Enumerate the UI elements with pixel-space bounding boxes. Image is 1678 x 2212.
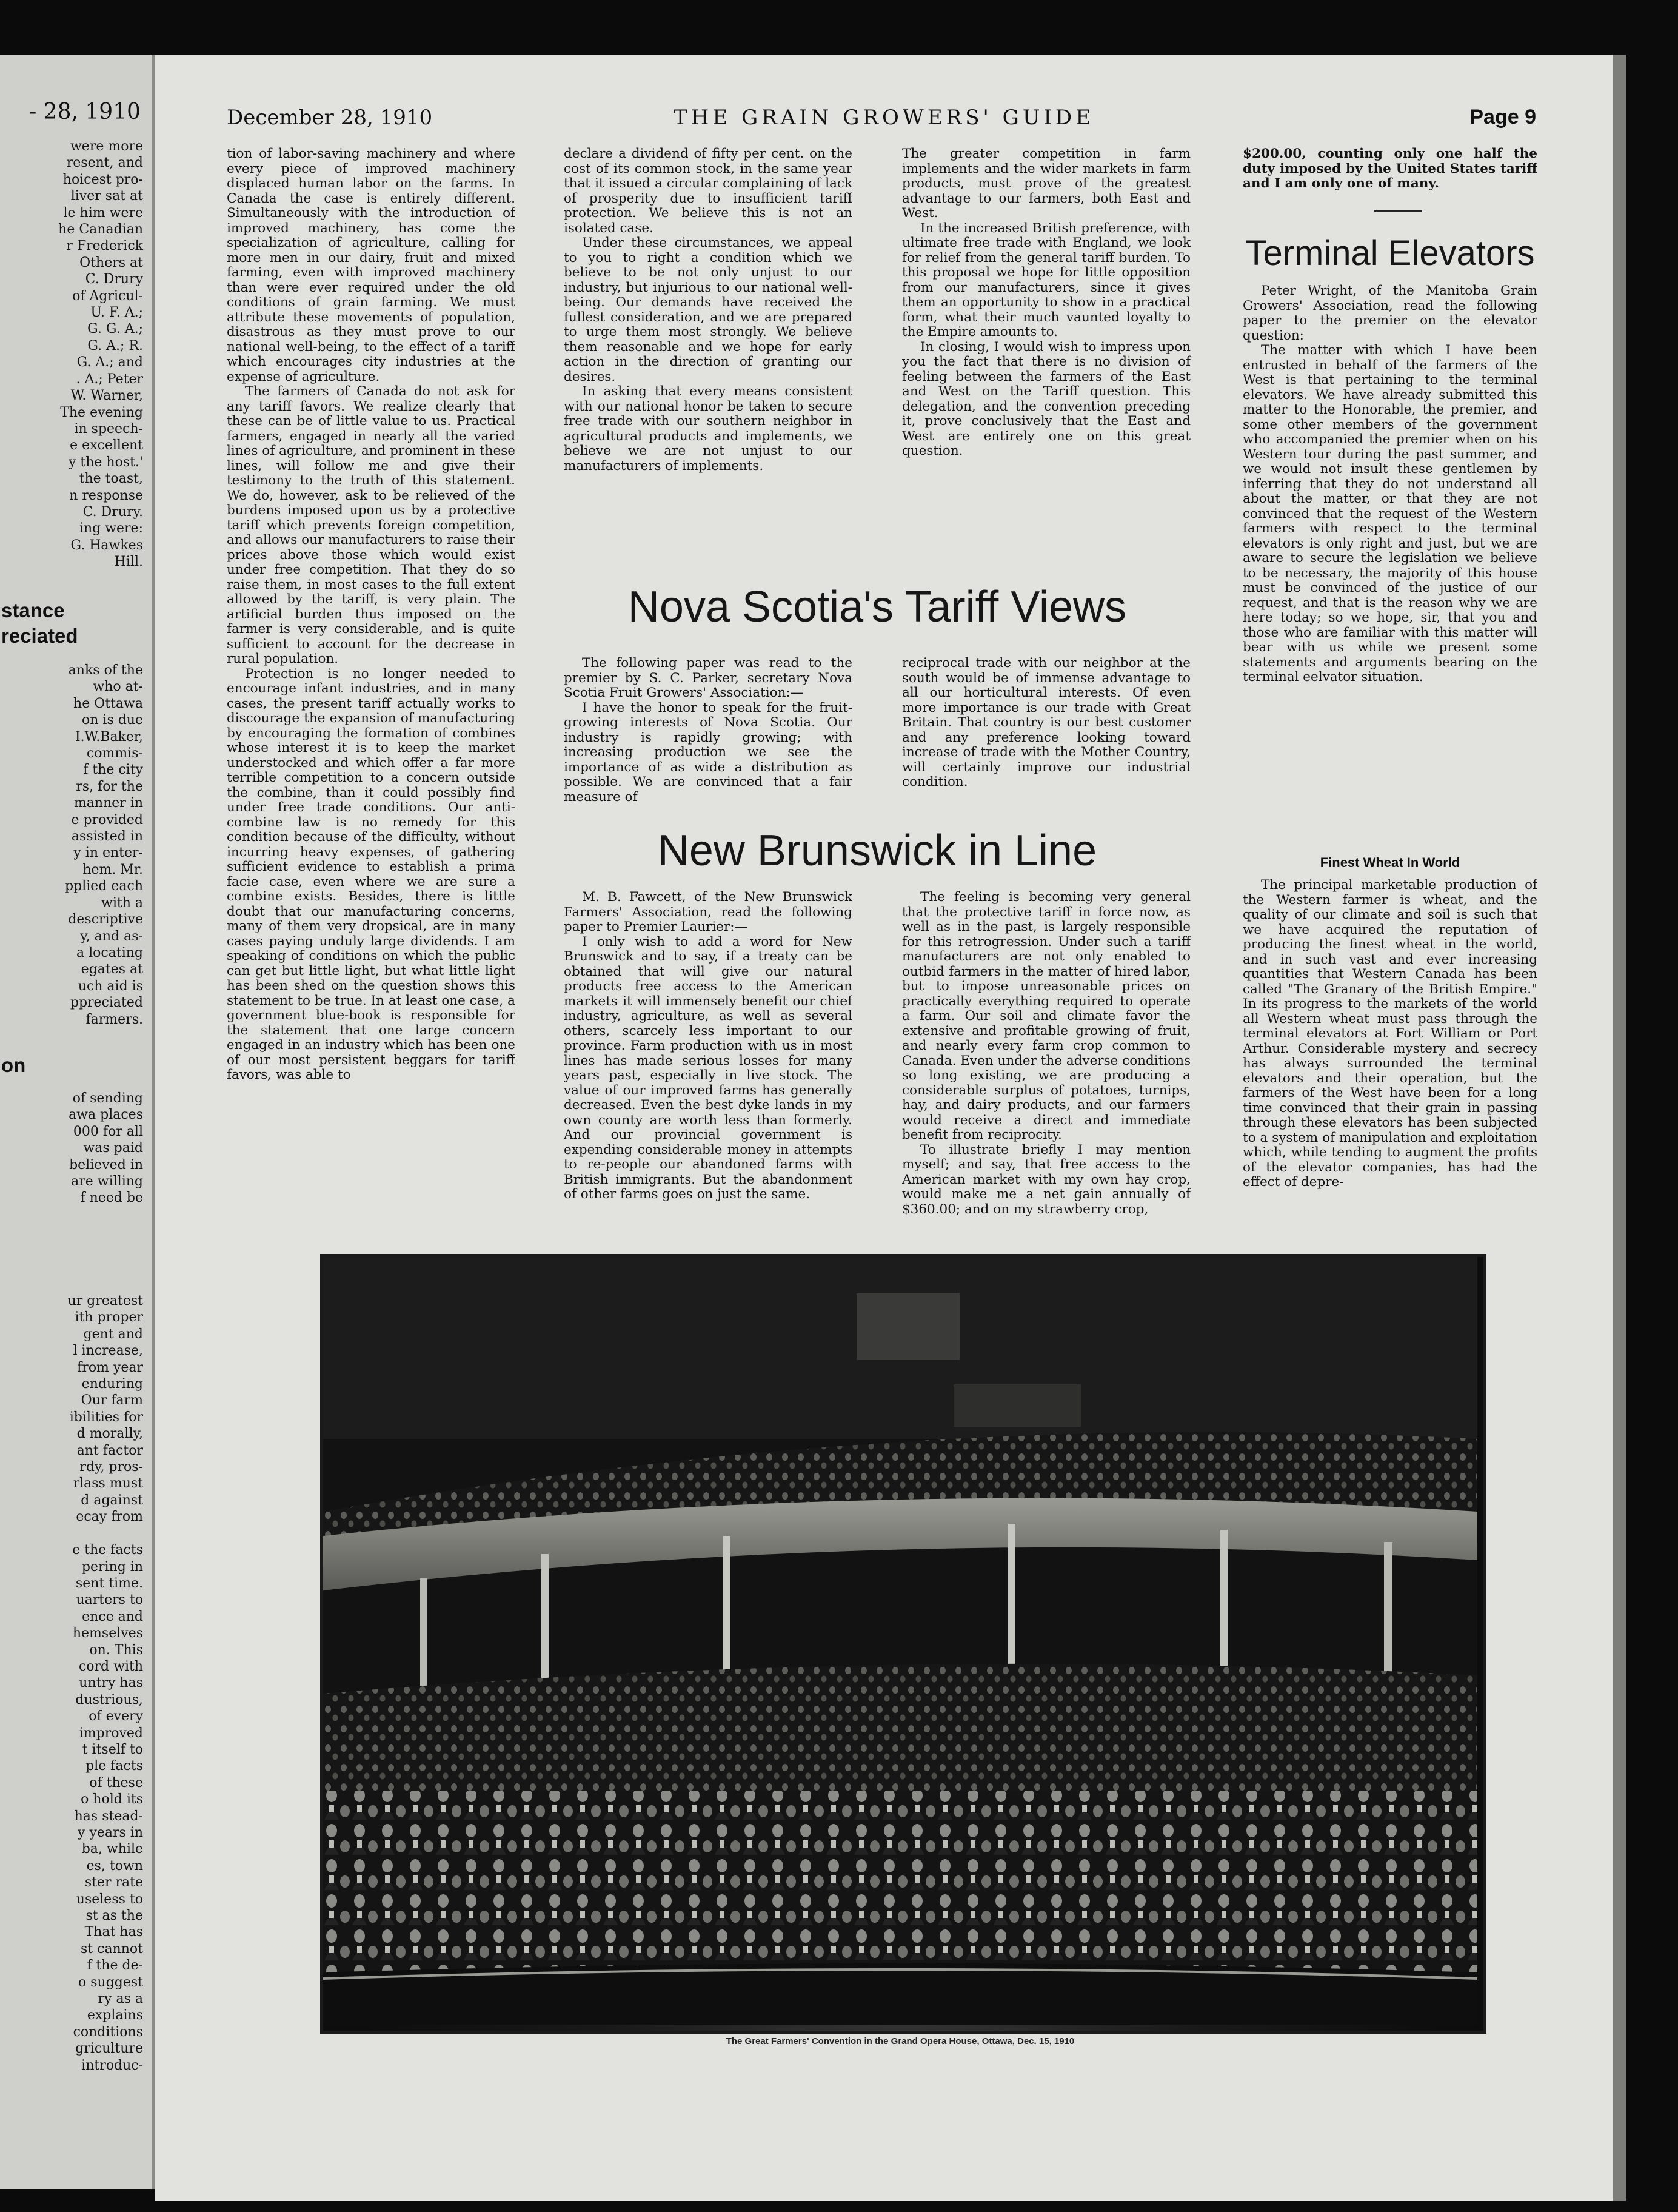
newspaper-page (155, 55, 1613, 2201)
text-line-fragment: farmers. (85, 1011, 143, 1027)
text-line-fragment: improved (79, 1725, 143, 1741)
text-line-fragment: ibilities for (69, 1409, 143, 1425)
text-line-fragment: conditions (73, 2024, 143, 2040)
photograph-image (323, 1257, 1477, 2025)
text-line-fragment: r Frederick (66, 238, 143, 254)
left-heading-stance: stance (1, 599, 65, 622)
text-line-fragment: ppreciated (70, 995, 143, 1011)
text-line-fragment: introduc- (81, 2057, 143, 2073)
text-line-fragment: cord with (78, 1658, 143, 1674)
text-line-fragment: gent and (83, 1326, 143, 1342)
left-page-header: - 28, 1910 (29, 99, 141, 124)
paragraph: The greater competition in farm implements and the wider markets in farm products, must prove of the greatest advantage to our farmers, both East and West. (902, 147, 1191, 221)
running-header (155, 106, 1613, 136)
text-line-fragment: o suggest (78, 1974, 143, 1990)
text-line-fragment: f the city (83, 762, 143, 778)
text-line-fragment: rdy, pros- (79, 1460, 143, 1475)
text-line-fragment: anks of the (68, 663, 143, 678)
text-line-fragment: st as the (85, 1908, 143, 1924)
text-line-fragment: uch aid is (78, 978, 143, 994)
paragraph: The matter with which I have been entrusted in behalf of the farmers of the West is that pertaining to the terminal elevators. We have already submitted this matter to the Honorable, the premier, and some other members of the government who accompanied the premier when on his Western tour during the past summer, and we would not insult these gentlemen by inferring that they do not understand all about the matter, or that they are not convinced that the request of the Western farmers with respect to the terminal elevators is only right and just, but we are aware to secure the legislation we believe to be necessary, the majority of this house must be convinced of the justice of our request, and that is the reason why we are here today; so we hope, sir, that you and those who are familiar with this matter will bear with us while we present some statements and arguments bearing on the terminal eelvator situation. (1243, 343, 1537, 685)
text-line-fragment: y years in (78, 1825, 143, 1840)
article-column-3 (902, 147, 1191, 571)
text-line-fragment: ing were: (79, 521, 143, 537)
text-line-fragment: he Ottawa (73, 695, 143, 711)
text-line-fragment: . A.; Peter (76, 371, 143, 387)
left-column-fragments-low (2, 1090, 143, 1207)
terminal-elevators-headline: Terminal Elevators (1245, 233, 1535, 273)
paragraph: The principal marketable production of the Western farmer is wheat, and the quality of our climate and soil is such that we have acquired the reputation of producing the finest wheat in the world, and in such vast and ever increasing quantities that Western Canada has been called "The Granary of the British Empire." In its progress to the markets of the world all Western wheat must pass through the terminal elevators at Fort William or Port Arthur. Considerable mystery and secrecy has always surrounded the terminal elevators and their operation, but the farmers of the West have been for a long time convinced that their grain in passing through these elevators has been subjected to a system of manipulation and exploitation which, while tending to augment the profits of the elevator companies, has had the effect of depre- (1243, 878, 1537, 1190)
text-line-fragment: were more (70, 139, 143, 154)
issue-date: December 28, 1910 (227, 106, 433, 130)
text-line-fragment: rlass must (73, 1476, 143, 1492)
left-column-fragments-bottom (2, 1293, 143, 2074)
paragraph: The feeling is becoming very general that the protective tariff in force now, as well as in the past, is largely responsible for this retrogression. Under such a tariff manufacturers are not only enabled to outbid farmers in the matter of hired labor, but to impose unreasonable prices on practically everything required to operate a farm. Our soil and climate favor the extensive and profitable growing of fruit, and nearly every farm crop common to Canada. Even under the adverse conditions so long existing, we are producing a considerable surplus of potatoes, turnips, hay, and dairy products, and our farmers would receive a direct and immediate benefit from reciprocity. (902, 890, 1191, 1142)
paragraph: $200.00, counting only one half the duty imposed by the United States tariff and I am only one of many. (1243, 147, 1537, 191)
text-line-fragment: pering in (81, 1559, 143, 1575)
nova-scotia-headline: Nova Scotia's Tariff Views (627, 583, 1127, 631)
text-line-fragment: y, and as- (80, 928, 143, 944)
text-line-fragment: egates at (81, 962, 143, 977)
text-line-fragment: le him were (63, 205, 143, 221)
text-line-fragment: f the de- (87, 1958, 143, 1974)
left-page-edge (0, 55, 152, 2189)
text-line-fragment: W. Warner, (70, 388, 143, 404)
text-line-fragment: rs, for the (76, 779, 143, 794)
section-rule (1374, 210, 1422, 212)
text-line-fragment: resent, and (66, 155, 143, 171)
text-line-fragment: from year (77, 1359, 143, 1375)
text-line-fragment: ster rate (84, 1875, 143, 1891)
text-line-fragment: n response (69, 488, 143, 503)
page-number: Page 9 (1469, 106, 1536, 129)
text-line-fragment: d morally, (76, 1426, 143, 1442)
text-line-fragment: That has (84, 1925, 143, 1940)
text-line-fragment: 000 for all (73, 1124, 143, 1139)
text-line-fragment: ry as a (98, 1991, 143, 2007)
text-line-fragment: es, town (86, 1858, 143, 1874)
paragraph: declare a dividend of fifty per cent. on the cost of its common stock, in the same year that it issued a circular complaining of lack of prosperity due to insufficient tariff protection. We believe this is not an isolated case. (564, 147, 852, 236)
text-line-fragment: ecay from (76, 1509, 143, 1525)
text-line-fragment: descriptive (68, 912, 143, 928)
text-line-fragment: commis- (86, 746, 143, 762)
new-brunswick-headline: New Brunswick in Line (657, 826, 1097, 875)
text-line-fragment: believed in (69, 1157, 143, 1173)
text-line-fragment: of sending (72, 1091, 143, 1106)
text-line-fragment: y in enter- (73, 845, 143, 861)
text-line-fragment: enduring (81, 1376, 143, 1392)
text-line-fragment: C. Drury (85, 272, 143, 287)
text-line-fragment: sent time. (75, 1575, 143, 1591)
text-line-fragment: y the host.' (68, 454, 143, 470)
paragraph: In the increased British preference, with ultimate free trade with England, we look for relief from the general tariff burden. To this proposal we hope for little opposition from our manufacturers, since it gives them an opportunity to show in a practical form, what their much vaunted loyalty to the Empire amounts to. (902, 220, 1191, 340)
text-line-fragment: in speech- (74, 421, 143, 437)
paragraph: Under these circumstances, we appeal to you to right a condition which we believe to be not only unjust to our industry, but injurious to our national well-being. Our demands have received the fullest consideration, and we are prepared to urge them most strongly. We believe them reasonable and we hope for early action in the direction of granting our desires. (564, 235, 852, 384)
article-column-1 (227, 147, 515, 1267)
col4-continuation (1243, 147, 1537, 220)
text-line-fragment: griculture (75, 2041, 143, 2057)
paragraph: The following paper was read to the premier by S. C. Parker, secretary Nova Scotia Fruit Growers' Association:— (564, 656, 852, 700)
text-line-fragment: e excellent (70, 438, 143, 454)
text-line-fragment (2, 1526, 143, 1542)
text-line-fragment: ur greatest (67, 1293, 143, 1309)
convention-photograph (320, 1254, 1486, 2034)
page-edge-right (1613, 55, 1626, 2201)
left-heading-reciated: reciated (1, 625, 78, 647)
new-brunswick-left (564, 890, 852, 1254)
text-line-fragment: l increase, (73, 1343, 143, 1359)
text-line-fragment: ence and (82, 1609, 143, 1624)
text-line-fragment: G. A.; and (76, 355, 143, 370)
photo-caption: The Great Farmers' Convention in the Grand Opera House, Ottawa, Dec. 15, 1910 (726, 2036, 1075, 2046)
text-line-fragment: ant factor (76, 1443, 143, 1458)
text-line-fragment: dustrious, (75, 1692, 143, 1708)
text-line-fragment: on is due (82, 712, 143, 728)
text-line-fragment: ba, while (81, 1842, 143, 1857)
text-line-fragment: with a (101, 895, 143, 911)
text-line-fragment: liver sat at (70, 189, 143, 204)
text-line-fragment: d against (81, 1492, 143, 1508)
text-line-fragment: manner in (73, 796, 143, 811)
text-line-fragment: are willing (71, 1174, 143, 1190)
publication-title: THE GRAIN GROWERS' GUIDE (673, 106, 1095, 130)
text-line-fragment: on. This (89, 1642, 143, 1658)
text-line-fragment: f need be (80, 1190, 143, 1206)
text-line-fragment: U. F. A.; (90, 305, 143, 321)
text-line-fragment: o hold its (81, 1792, 143, 1808)
text-line-fragment: hem. Mr. (82, 862, 143, 877)
text-line-fragment: untry has (79, 1675, 143, 1691)
left-heading-on: on (1, 1054, 26, 1076)
paragraph: Protection is no longer needed to encourage infant industries, and in many cases, the present tariff actually works to discourage the expansion of manufacturing by encouraging the formation of combines whose interest it is to keep the market understocked and which offer a far more terrible competition to a concern outside the combine, than it could possibly find under free trade conditions. Our anti-combine law is no remedy for this condition because of the difficulty, without incurring heavy expenses, of gathering sufficient evidence to establish a prima facie case, even where we are sure a combine exists. Besides, there is little doubt that our manufacturing concerns, many of them very dropsical, are in many cases paying unduly large dividends. I am speaking of conditions on which the public can get but little light, but what little light has been shed on the question shows this statement to be true. In at least one case, a government blue-book is responsible for the statement that one large concern engaged in an industry which has been one of our most persistent beggars for tariff favors, was able to (227, 666, 515, 1082)
text-line-fragment: I.W.Baker, (75, 729, 143, 745)
text-line-fragment: of Agricul- (72, 288, 143, 304)
left-column-fragments-top (2, 138, 143, 571)
text-line-fragment: useless to (76, 1891, 143, 1907)
text-line-fragment: was paid (83, 1141, 143, 1156)
paragraph: M. B. Fawcett, of the New Brunswick Farmers' Association, read the following paper to Premier Laurier:— (564, 890, 852, 934)
text-line-fragment: the toast, (79, 471, 143, 487)
finest-wheat-body (1243, 878, 1537, 1254)
text-line-fragment: ith proper (75, 1310, 143, 1326)
text-line-fragment: st cannot (81, 1941, 143, 1957)
paragraph: I only wish to add a word for New Brunswick and to say, if a treaty can be obtained that will give our natural products free access to the American markets it will immensely benefit our chief industry, agriculture, as well as several others, scarcely less important to our province. Farm production with us in most lines has made serious losses for many years past, especially in live stock. The value of our improved farms has generally decreased. Even the best dyke lands in my own county are worth less than formerly. And our provincial government is expending considerable money in attempts to re-people our abandoned farms with British immigrants. But the abandonment of other farms goes on just the same. (564, 934, 852, 1202)
text-line-fragment: The evening (60, 404, 143, 420)
text-line-fragment: Hill. (114, 554, 143, 570)
text-line-fragment: G. A.; R. (87, 338, 143, 354)
text-line-fragment: hoicest pro- (62, 172, 143, 187)
paragraph: reciprocal trade with our neighbor at the south would be of immense advantage to all our horticultural interests. Of even more importance is our trade with Great Britain. That country is our best customer and any preference looking toward increase of trade with the Mother Country, will certainly improve our industrial condition. (902, 656, 1191, 789)
terminal-elevators-body (1243, 284, 1537, 846)
text-line-fragment: has stead- (74, 1808, 143, 1824)
text-line-fragment: explains (87, 2008, 143, 2023)
text-line-fragment: who at- (93, 679, 143, 695)
nova-scotia-left (564, 656, 852, 808)
new-brunswick-right (902, 890, 1191, 1254)
nova-scotia-right (902, 656, 1191, 808)
text-line-fragment: awa places (69, 1107, 143, 1123)
text-line-fragment: e the facts (72, 1543, 143, 1558)
text-line-fragment: Others at (79, 255, 143, 270)
text-line-fragment: t itself to (82, 1741, 143, 1757)
text-line-fragment: e provided (71, 812, 143, 828)
text-line-fragment: he Canadian (58, 222, 143, 238)
paragraph: The farmers of Canada do not ask for any tariff favors. We realize clearly that these can be of little value to us. Practical farmers, engaged in nearly all the varied lines of agriculture, and prominent in these lines, will follow me and give their testimony to the truth of this statement. We do, however, ask to be relieved of the burdens imposed upon us by a protective tariff which prevents foreign competition, and allows our manufacturers to raise their prices above those which would exist under free competition. That they do so raise them, in most cases to the full extent allowed by the tariff, is very plain. The artificial burden thus imposed on the farmer is very considerable, and is quite sufficient to account for the decrease in rural population. (227, 384, 515, 666)
paragraph: In closing, I would wish to impress upon you the fact that there is no division of feeling between the farmers of the East and West on the Tariff question. This delegation, and the convention preceding it, prove conclusively that the East and West are entirely one on this great question. (902, 339, 1191, 458)
text-line-fragment: a locating (76, 945, 143, 960)
left-column-fragments-mid (2, 662, 143, 1028)
article-column-2 (564, 147, 852, 571)
text-line-fragment: assisted in (71, 829, 143, 845)
paragraph: I have the honor to speak for the fruit-growing interests of Nova Scotia. Our industry is rapidly growing; with increasing production we see the importance of as wide a distribution as possible. We are convinced that a fair measure of (564, 700, 852, 805)
text-line-fragment: G. G. A.; (87, 321, 143, 337)
finest-wheat-subhead: Finest Wheat In World (1320, 855, 1460, 870)
text-line-fragment: of these (89, 1775, 143, 1791)
text-line-fragment: ple facts (85, 1758, 143, 1774)
paragraph: Peter Wright, of the Manitoba Grain Growers' Association, read the following paper to the premier on the elevator question: (1243, 284, 1537, 343)
text-line-fragment: Our farm (81, 1393, 143, 1409)
text-line-fragment: G. Hawkes (70, 537, 143, 553)
text-line-fragment: hemselves (72, 1626, 143, 1641)
paragraph: In asking that every means consistent with our national honor be taken to secure free trade with our southern neighbor in agricultural products and implements, we believe we are not unjust to our manufacturers of implements. (564, 384, 852, 474)
paragraph: To illustrate briefly I may mention myself; and say, that free access to the American market with my own hay crop, would make me a net gain annually of $360.00; and on my strawberry crop, (902, 1142, 1191, 1217)
text-line-fragment: C. Drury. (82, 504, 143, 520)
text-line-fragment: pplied each (65, 879, 143, 894)
text-line-fragment: uarters to (76, 1592, 143, 1608)
text-line-fragment: of every (89, 1709, 143, 1724)
paragraph: tion of labor-saving machinery and where every piece of improved machinery displaced human labor on the farms. In Canada the case is entirely different. Simultaneously with the introduction of improved machinery, has come the specialization of agriculture, calling for more men in our dairy, fruit and mixed farming, even with improved machinery than were ever required under the old conditions of grain farming. We must attribute these movements of population, disastrous as they must prove to our national well-being, to the effect of a tariff which encourages city industries at the expense of agriculture. (227, 147, 515, 384)
